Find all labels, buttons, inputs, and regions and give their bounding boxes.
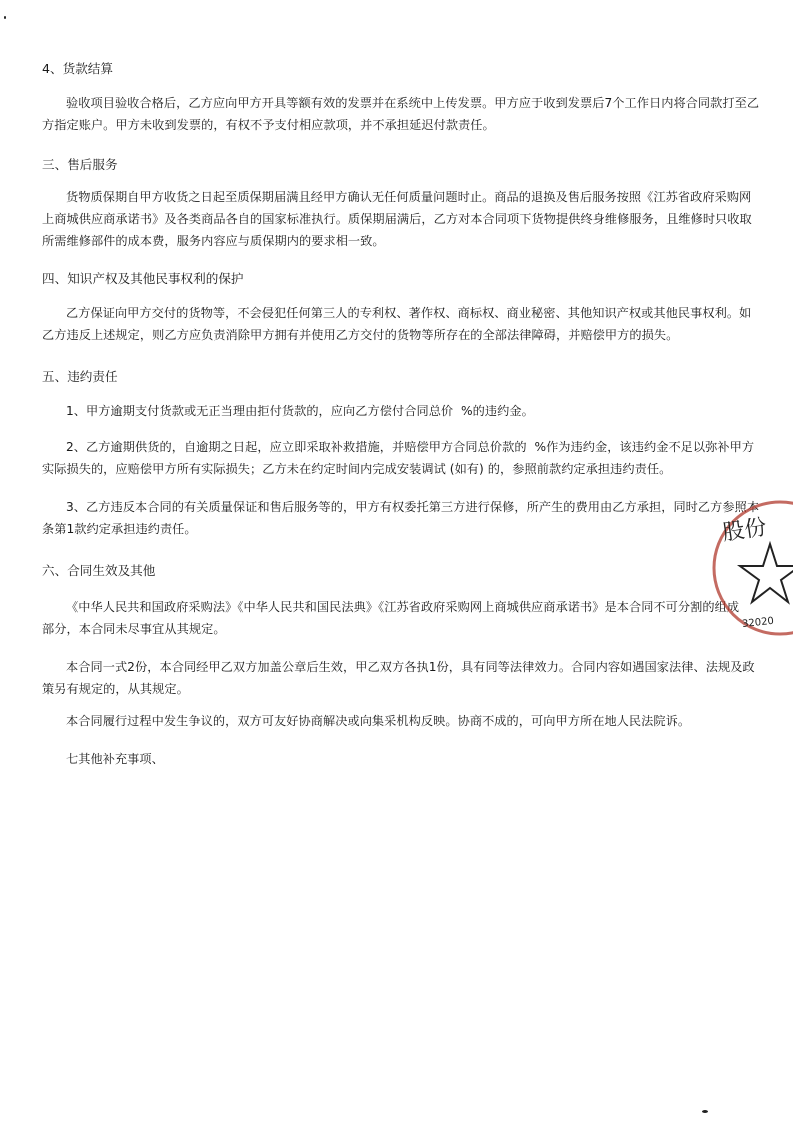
scan-speck bbox=[4, 16, 6, 19]
section-heading-payment: 4、货款结算 bbox=[42, 61, 113, 76]
paragraph-copies: 本合同一式2份，本合同经甲乙双方加盖公章后生效，甲乙双方各执1份，具有同等法律效力。合同内容如遇国家法律、法规及政 策另有规定的，从其规定。 bbox=[42, 660, 755, 696]
paragraph-ip: 乙方保证向甲方交付的货物等，不会侵犯任何第三人的专利权、著作权、商标权、商业秘密、其他知识产权或其他民事权利。如 乙方违反上述规定，则乙方应负责消除甲方拥有并使用乙方交付的货物等所存在的全部法律障碍，并赔偿甲方的损失。 bbox=[42, 306, 752, 342]
seal-text-bottom: 32020 bbox=[741, 615, 775, 631]
section-heading-supplement: 七其他补充事项、 bbox=[66, 752, 164, 766]
section-heading-effectiveness: 六、合同生效及其他 bbox=[42, 563, 156, 578]
paragraph-after-sales: 货物质保期自甲方收货之日起至质保期届满且经甲方确认无任何质量问题时止。商品的退换及售后服务按照《江苏省政府采购网 上商城供应商承诺书》及各类商品各自的国家标准执行。质保期届满后，乙方对本合同项下货物提供终身维修服务，且维修时只收取 所需维修部件的成本费，服务内容应与质保期内的要求相一致。 bbox=[42, 190, 752, 248]
paragraph-liability-2: 2、乙方逾期供货的，自逾期之日起，应立即采取补救措施，并赔偿甲方合同总价款的 %作为违约金，该违约金不足以弥补甲方 实际损失的，应赔偿甲方所有实际损失；乙方未在约定时间内完成安装调试 (如有) 的，参照前款约定承担违约责任。 bbox=[42, 440, 755, 476]
seal-text-top: 股份 bbox=[721, 515, 769, 547]
section-heading-ip: 四、知识产权及其他民事权利的保护 bbox=[42, 271, 244, 286]
scan-speck bbox=[702, 1110, 708, 1113]
seal-star-icon bbox=[740, 544, 793, 602]
paragraph-disputes: 本合同履行过程中发生争议的，双方可友好协商解决或向集采机构反映。协商不成的，可向甲方所在地人民法院诉。 bbox=[66, 714, 691, 728]
paragraph-liability-1: 1、甲方逾期支付货款或无正当理由拒付货款的，应向乙方偿付合同总价 %的违约金。 bbox=[66, 404, 534, 418]
section-heading-liability: 五、违约责任 bbox=[42, 369, 118, 384]
paragraph-laws: 《中华人民共和国政府采购法》《中华人民共和国民法典》《江苏省政府采购网上商城供应商承诺书》是本合同不可分割的组成 部分，本合同未尽事宜从其规定。 bbox=[42, 600, 740, 636]
paragraph-payment: 验收项目验收合格后，乙方应向甲方开具等额有效的发票并在系统中上传发票。甲方应于收到发票后7个工作日内将合同款打至乙 方指定账户。甲方未收到发票的，有权不予支付相应款项，并不承担延迟付款责任。 bbox=[42, 96, 760, 132]
paragraph-liability-3: 3、乙方违反本合同的有关质量保证和售后服务等的，甲方有权委托第三方进行保修，所产生的费用由乙方承担，同时乙方参照本 条第1款约定承担违约责任。 bbox=[42, 500, 760, 536]
section-heading-after-sales: 三、售后服务 bbox=[42, 157, 118, 172]
company-seal bbox=[712, 496, 793, 636]
